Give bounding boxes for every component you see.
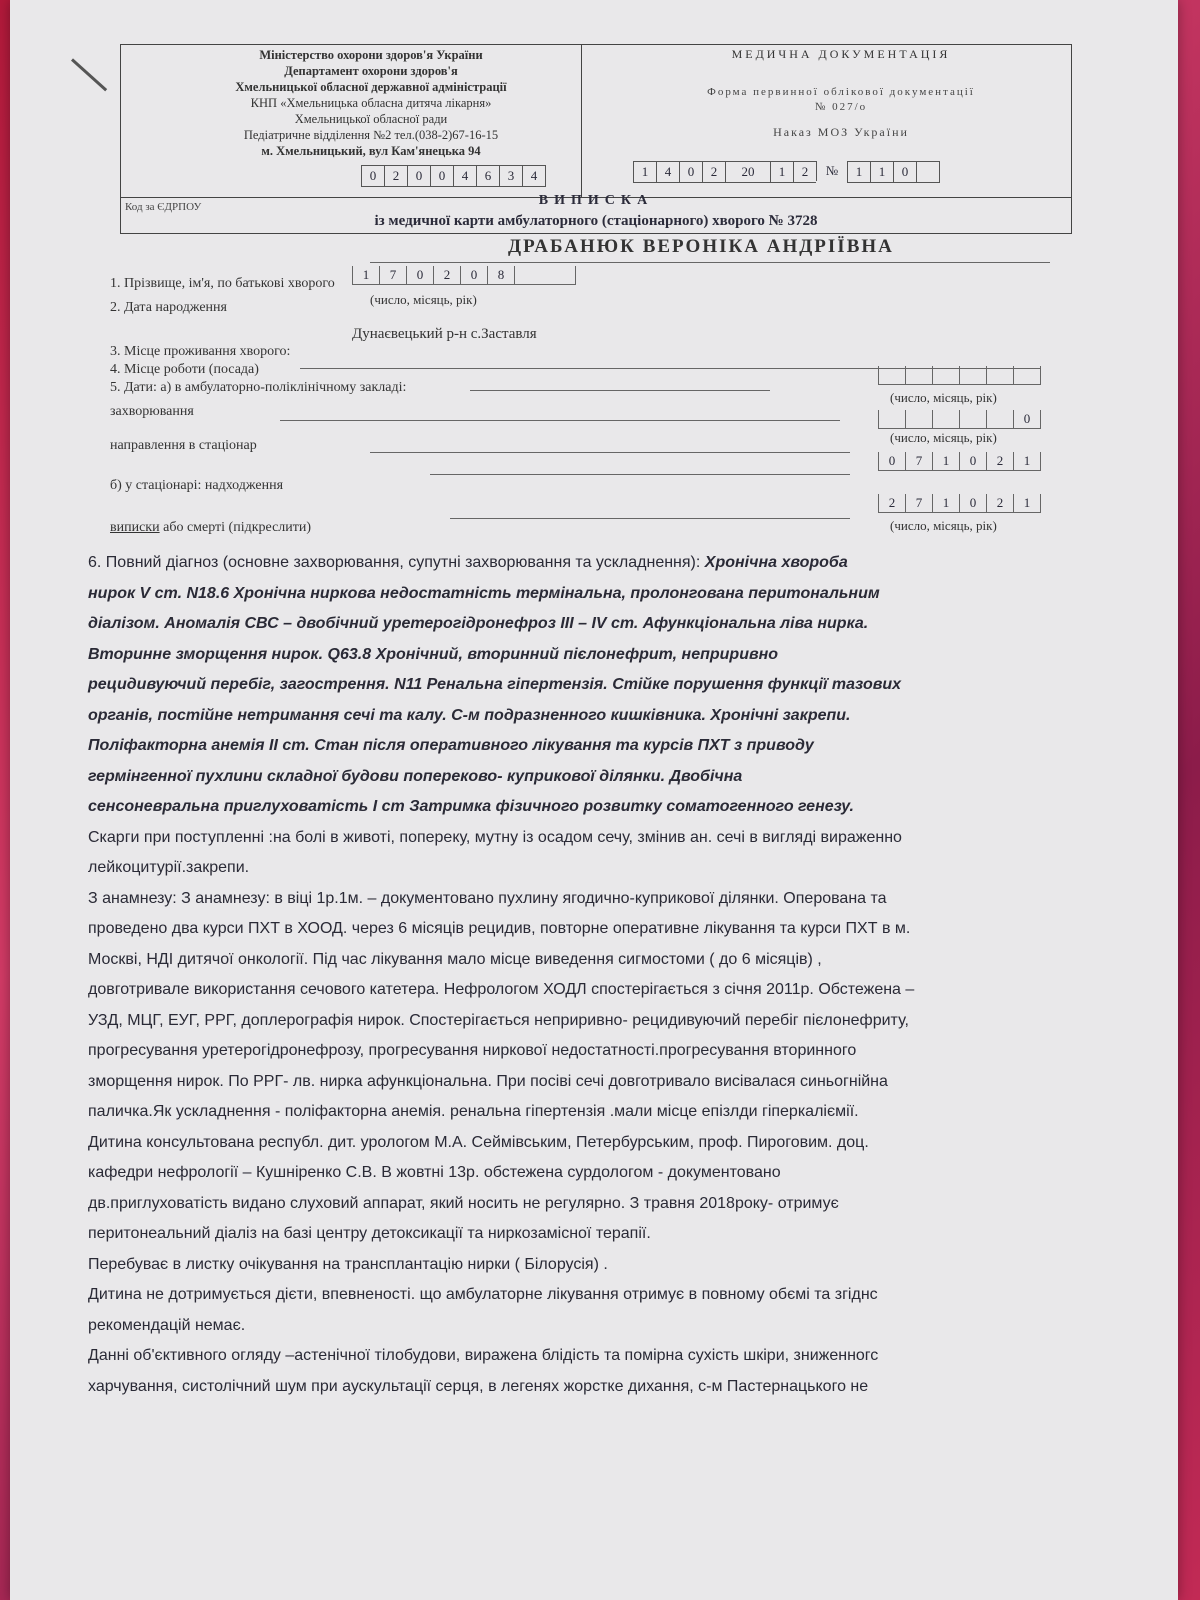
ministry-line: КНП «Хмельницька обласна дитяча лікарня» bbox=[250, 96, 492, 110]
code-digit: 4 bbox=[453, 165, 476, 187]
date-digit bbox=[514, 266, 576, 285]
edrpou-label: Код за ЄДРПОУ bbox=[125, 201, 202, 213]
code-digit bbox=[916, 161, 940, 183]
order-code bbox=[633, 161, 940, 183]
date-digit: 2 bbox=[986, 494, 1013, 513]
name-underline bbox=[370, 262, 1050, 263]
edrpou-code bbox=[361, 165, 546, 187]
date-digit: 7 bbox=[905, 452, 932, 471]
text-line: лейкоцитурії.закрепи. bbox=[88, 859, 250, 876]
date-digit bbox=[905, 366, 932, 385]
admission-underline bbox=[430, 474, 850, 475]
code-digit: 1 bbox=[770, 161, 793, 183]
referral-underline bbox=[370, 452, 850, 453]
document-subtitle: із медичної карти амбулаторного (стаціонарного) хворого № 3728 bbox=[374, 213, 818, 229]
date-digit: 0 bbox=[406, 266, 433, 285]
date-digit bbox=[905, 410, 932, 429]
text-line: довготривале використання сечового катетера. Нефрологом ХОДЛ спостерігається з січня 2011р. Обстежена – bbox=[88, 981, 915, 998]
code-digit: 0 bbox=[361, 165, 384, 187]
date-digit: 2 bbox=[878, 494, 905, 513]
document-title: ВИПИСКА bbox=[538, 193, 654, 208]
date-digit: 1 bbox=[352, 266, 379, 285]
diagnosis-line: Поліфакторна анемія ІІ ст. Стан після оперативного лікування та курсів ПХТ з приводу bbox=[88, 737, 814, 754]
field-admission-label: б) у стаціонарі: надходження bbox=[110, 478, 284, 493]
text-line: Скарги при поступленні :на болі в животі, попереку, мутну із осадом сечу, змінив ан. сечі в вигляді вираженно bbox=[88, 828, 902, 846]
text-line: перитонеальний діаліз на базі центру детоксикації та ниркозамісної терапії. bbox=[88, 1225, 651, 1242]
date-digit: 8 bbox=[487, 266, 514, 285]
ministry-line: Педіатричне відділення №2 тел.(038-2)67-16-15 bbox=[243, 128, 499, 142]
date-digit: 0 bbox=[460, 266, 487, 285]
med-doc-title: МЕДИЧНА ДОКУМЕНТАЦІЯ bbox=[731, 47, 951, 61]
text-line: Дитина не дотримується дієти, впевненості. що амбулаторне лікування отримує в повному обємі та згіднс bbox=[88, 1286, 878, 1303]
number-sign: № bbox=[816, 161, 847, 181]
date-digit bbox=[959, 410, 986, 429]
referral-date-boxes bbox=[878, 410, 1041, 429]
ministry-line: Хмельницької обласної ради bbox=[294, 112, 448, 126]
disease-date-boxes bbox=[878, 366, 1041, 385]
code-digit: 4 bbox=[522, 165, 546, 187]
text-line: зморщення нирок. По РРГ- лв. нирка афункціональна. При посіві сечі довготривало висівалася синьогнійна bbox=[88, 1072, 888, 1090]
diagnosis-text: Хронічна хвороба bbox=[704, 554, 848, 571]
date-digit: 2 bbox=[433, 266, 460, 285]
date-digit: 7 bbox=[905, 494, 932, 513]
code-digit: 1 bbox=[633, 161, 656, 183]
ministry-line: Хмельницької обласної державної адміністрації bbox=[235, 80, 507, 94]
text-line: УЗД, МЦГ, ЕУГ, РРГ, доплерографія нирок. Спостерігається неприривно- рецидивуючий перебіг пієлонефриту, bbox=[88, 1011, 909, 1029]
field-work-label: 4. Місце роботи (посада) bbox=[110, 362, 259, 377]
code-digit: 20 bbox=[725, 161, 770, 183]
order-label: Наказ МОЗ України bbox=[773, 125, 909, 139]
field-dates-label: 5. Дати: а) в амбулаторно-поліклінічному закладі: bbox=[110, 380, 407, 395]
code-digit: 0 bbox=[430, 165, 453, 187]
diagnosis-line: гермінгенної пухлини складної будови попереково- куприкової ділянки. Двобічна bbox=[88, 767, 743, 785]
code-digit: 0 bbox=[679, 161, 702, 183]
date-digit bbox=[959, 366, 986, 385]
date-digit: 2 bbox=[986, 452, 1013, 471]
discharge-label-rest: або смерті (підкреслити) bbox=[159, 520, 312, 535]
ministry-line: м. Хмельницький, вул Кам'янецька 94 bbox=[261, 144, 481, 158]
document-body bbox=[88, 548, 1168, 1402]
date-digit: 0 bbox=[959, 452, 986, 471]
code-digit: 0 bbox=[893, 161, 916, 183]
date-hint: (число, місяць, рік) bbox=[890, 390, 997, 405]
diagnosis-label: 6. Повний діагноз (основне захворювання, супутні захворювання та ускладнення): bbox=[88, 554, 701, 571]
code-digit: 4 bbox=[656, 161, 679, 183]
diagnosis-line: Вторинне зморщення нирок. Q63.8 Хронічний, вторинний пієлонефрит, неприривно bbox=[88, 645, 779, 663]
date-hint: (число, місяць, рік) bbox=[890, 518, 997, 533]
diagnosis-line: органів, постійне нетримання сечі та калу. С-м подразненного кишківника. Хронічні закрепи. bbox=[88, 706, 851, 724]
date-digit bbox=[932, 410, 959, 429]
text-line: кафедри нефрології – Кушніренко С.В. В жовтні 13р. обстежена сурдологом - документовано bbox=[88, 1164, 781, 1181]
field-birthdate-label: 2. Дата народження bbox=[110, 300, 227, 315]
code-digit: 2 bbox=[702, 161, 725, 183]
code-digit: 1 bbox=[847, 161, 870, 183]
birthdate-boxes bbox=[352, 266, 576, 285]
diagnosis-first-line bbox=[88, 548, 1168, 579]
text-line: Перебуває в листку очікування на трансплантацію нирки ( Білорусія) . bbox=[88, 1255, 608, 1273]
text-line: Данні об'єктивного огляду –астенічної тілобудови, виражена блідість та помірна сухість шкіри, зниженногс bbox=[88, 1347, 879, 1364]
field-name-label: 1. Прізвище, ім'я, по батькові хворого bbox=[110, 276, 335, 291]
code-digit: 1 bbox=[870, 161, 893, 183]
date-digit: 1 bbox=[1013, 494, 1041, 513]
date-digit: 0 bbox=[878, 452, 905, 471]
diagnosis-line: діалізом. Аномалія СВС – двобічний уретерогідронефроз ІІІ – ІV ст. Афункціональна ліва нирка. bbox=[88, 615, 869, 632]
date-digit bbox=[986, 366, 1013, 385]
code-digit: 0 bbox=[407, 165, 430, 187]
text-line: проведено два курси ПХТ в ХООД. через 6 місяців рецидив, повторне оперативне лікування та курси ПХТ в м. bbox=[88, 920, 911, 937]
date-hint: (число, місяць, рік) bbox=[890, 430, 997, 445]
date-digit bbox=[878, 366, 905, 385]
date-digit bbox=[932, 366, 959, 385]
admission-date-boxes bbox=[878, 452, 1041, 471]
form-number bbox=[641, 85, 1041, 115]
text-line: З анамнезу: З анамнезу: в віці 1р.1м. – документовано пухлину ягодично-куприкової ділянки. Оперована та bbox=[88, 889, 887, 907]
date-digit bbox=[1013, 366, 1041, 385]
text-line: Дитина консультована республ. дит. урологом М.А. Сеймівським, Петербурським, проф. Пироговим. доц. bbox=[88, 1133, 869, 1151]
ministry-line: Департамент охорони здоров'я bbox=[284, 64, 458, 78]
date-digit: 0 bbox=[959, 494, 986, 513]
date-digit: 1 bbox=[1013, 452, 1041, 471]
date-digit bbox=[878, 410, 905, 429]
date-digit: 0 bbox=[1013, 410, 1041, 429]
discharge-date-boxes bbox=[878, 494, 1041, 513]
field-residence-label: 3. Місце проживання хворого: bbox=[110, 344, 291, 359]
ministry-line: Міністерство охорони здоров'я України bbox=[259, 48, 483, 62]
field-disease-label: захворювання bbox=[110, 404, 194, 419]
form-line: № 027/о bbox=[814, 101, 868, 113]
date-digit bbox=[986, 410, 1013, 429]
text-line: рекомендацій немає. bbox=[88, 1316, 246, 1334]
form-line: Форма первинної облікової документації bbox=[707, 86, 975, 98]
text-line: дв.приглуховатість видано слуховий аппарат, який носить не регулярно. З травня 2018року- отримує bbox=[88, 1194, 839, 1212]
text-line: прогресування уретерогідронефрозу, прогресування ниркової недостатності.прогресування вторинного bbox=[88, 1042, 857, 1059]
text-line: харчування, систолічний шум при аускультації серця, в легенях жорстке дихання, с-м Пастернацького не bbox=[88, 1377, 869, 1395]
diagnosis-line: рецидивуючий перебіг, загострення. N11 Ренальна гіпертензія. Стійке порушення функції тазових bbox=[88, 676, 902, 693]
field-discharge-label bbox=[110, 520, 311, 536]
code-digit: 3 bbox=[499, 165, 522, 187]
date-digit: 7 bbox=[379, 266, 406, 285]
date-digit: 1 bbox=[932, 494, 959, 513]
field-referral-label: направлення в стаціонар bbox=[110, 438, 257, 453]
diagnosis-line: нирок V ст. N18.6 Хронічна ниркова недостатність термінальна, пролонгована перитональним bbox=[88, 584, 880, 602]
institution-block bbox=[161, 47, 581, 159]
text-line: паличка.Як ускладнення - поліфакторна анемія. ренальна гіпертензія .мали місце епізлди гіперкаліємії. bbox=[88, 1103, 859, 1120]
date-digit: 1 bbox=[932, 452, 959, 471]
code-digit: 2 bbox=[793, 161, 816, 183]
document-page bbox=[10, 0, 1178, 1600]
diagnosis-line: сенсоневральна приглуховатість І ст Затримка фізичного розвитку соматогенного генезу. bbox=[88, 798, 854, 815]
dates-underline bbox=[470, 390, 770, 391]
discharge-underline bbox=[450, 518, 850, 519]
residence-value: Дунаєвецький р-н с.Заставля bbox=[352, 326, 537, 342]
text-line: Москві, НДІ дитячої онкології. Під час лікування мало місце виведення сигмостоми ( до 6 місяців) , bbox=[88, 950, 822, 968]
patient-name: ДРАБАНЮК ВЕРОНІКА АНДРІЇВНА bbox=[508, 236, 894, 257]
code-digit: 2 bbox=[384, 165, 407, 187]
birthdate-hint: (число, місяць, рік) bbox=[370, 292, 477, 307]
code-digit: 6 bbox=[476, 165, 499, 187]
form-header bbox=[120, 44, 1072, 234]
discharge-underlined-word: виписки bbox=[110, 520, 160, 535]
disease-underline bbox=[280, 420, 840, 421]
header-divider bbox=[581, 45, 582, 197]
pen-mark bbox=[71, 58, 107, 91]
